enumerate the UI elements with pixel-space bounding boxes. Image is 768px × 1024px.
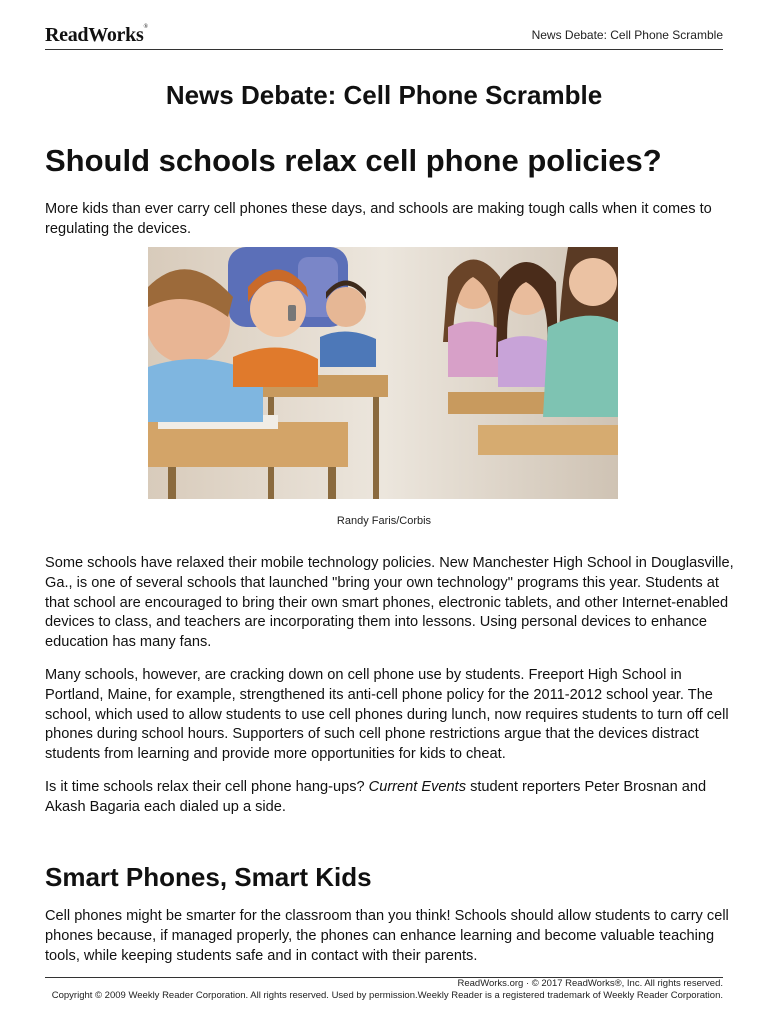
body-paragraph-2	[45, 666, 735, 765]
para3-text-after: student reporters Peter Brosnan and Akash Bagaria each dialed up a side.	[45, 779, 707, 815]
body-paragraph-3	[45, 778, 735, 818]
body-paragraph-2-text: Many schools, however, are cracking down on cell phone use by students. Freeport High School in Portland, Maine, for example, strengthened its anti-cell phone policy for the 2011-2012 school year. The school, which used to allow students to use cell phones during lunch, now requires students to turn off cell phones during school hours. Supporters of such cell phone restrictions argue that the devices distract students from learning and provide more opportunities for kids to cheat.	[45, 667, 729, 763]
intro-paragraph: More kids than ever carry cell phones these days, and schools are making tough calls when it comes to regulating the devices.	[45, 201, 712, 237]
readworks-logo	[45, 24, 148, 47]
classroom-photo-illustration	[148, 247, 618, 499]
photo-caption: Randy Faris/Corbis	[336, 515, 432, 527]
footer-line-1: ReadWorks.org · © 2017 ReadWorks®, Inc. All rights reserved.	[457, 978, 723, 989]
document-title: News Debate: Cell Phone Scramble	[165, 80, 603, 110]
logo-registered-mark: ®	[143, 24, 148, 30]
para3-text-before: Is it time schools relax their cell phone hang-ups?	[45, 779, 369, 795]
footer-line-2: Copyright © 2009 Weekly Reader Corporation. All rights reserved. Used by permission.Weekly Reader is a registered trademark of Weekly Reader Corporation.	[51, 990, 723, 1001]
section-heading: Smart Phones, Smart Kids	[45, 862, 372, 892]
logo-text: ReadWorks	[45, 24, 144, 46]
running-title: News Debate: Cell Phone Scramble	[531, 28, 723, 42]
page-header	[45, 22, 723, 50]
body-paragraph-4: Cell phones might be smarter for the classroom than you think! Schools should allow students to carry cell phones because, if managed properly, the phones can enhance learning and become valuable teaching tools, while keeping students safe and in contact with their parents.	[45, 908, 729, 964]
classroom-photo	[148, 247, 618, 499]
publication-name: Current Events	[368, 779, 467, 795]
page-footer	[45, 977, 723, 1002]
article-headline: Should schools relax cell phone policies?	[45, 143, 662, 178]
body-paragraph-1: Some schools have relaxed their mobile technology policies. New Manchester High School in Douglasville, Ga., is one of several schools that launched "bring your own technology" programs this year. Students at that school are encouraged to bring their own smart phones, electronic tablets, and other Internet-enabled devices to class, and teachers are incorporating them into lessons. Using personal devices to enhance education has many fans.	[45, 555, 734, 651]
